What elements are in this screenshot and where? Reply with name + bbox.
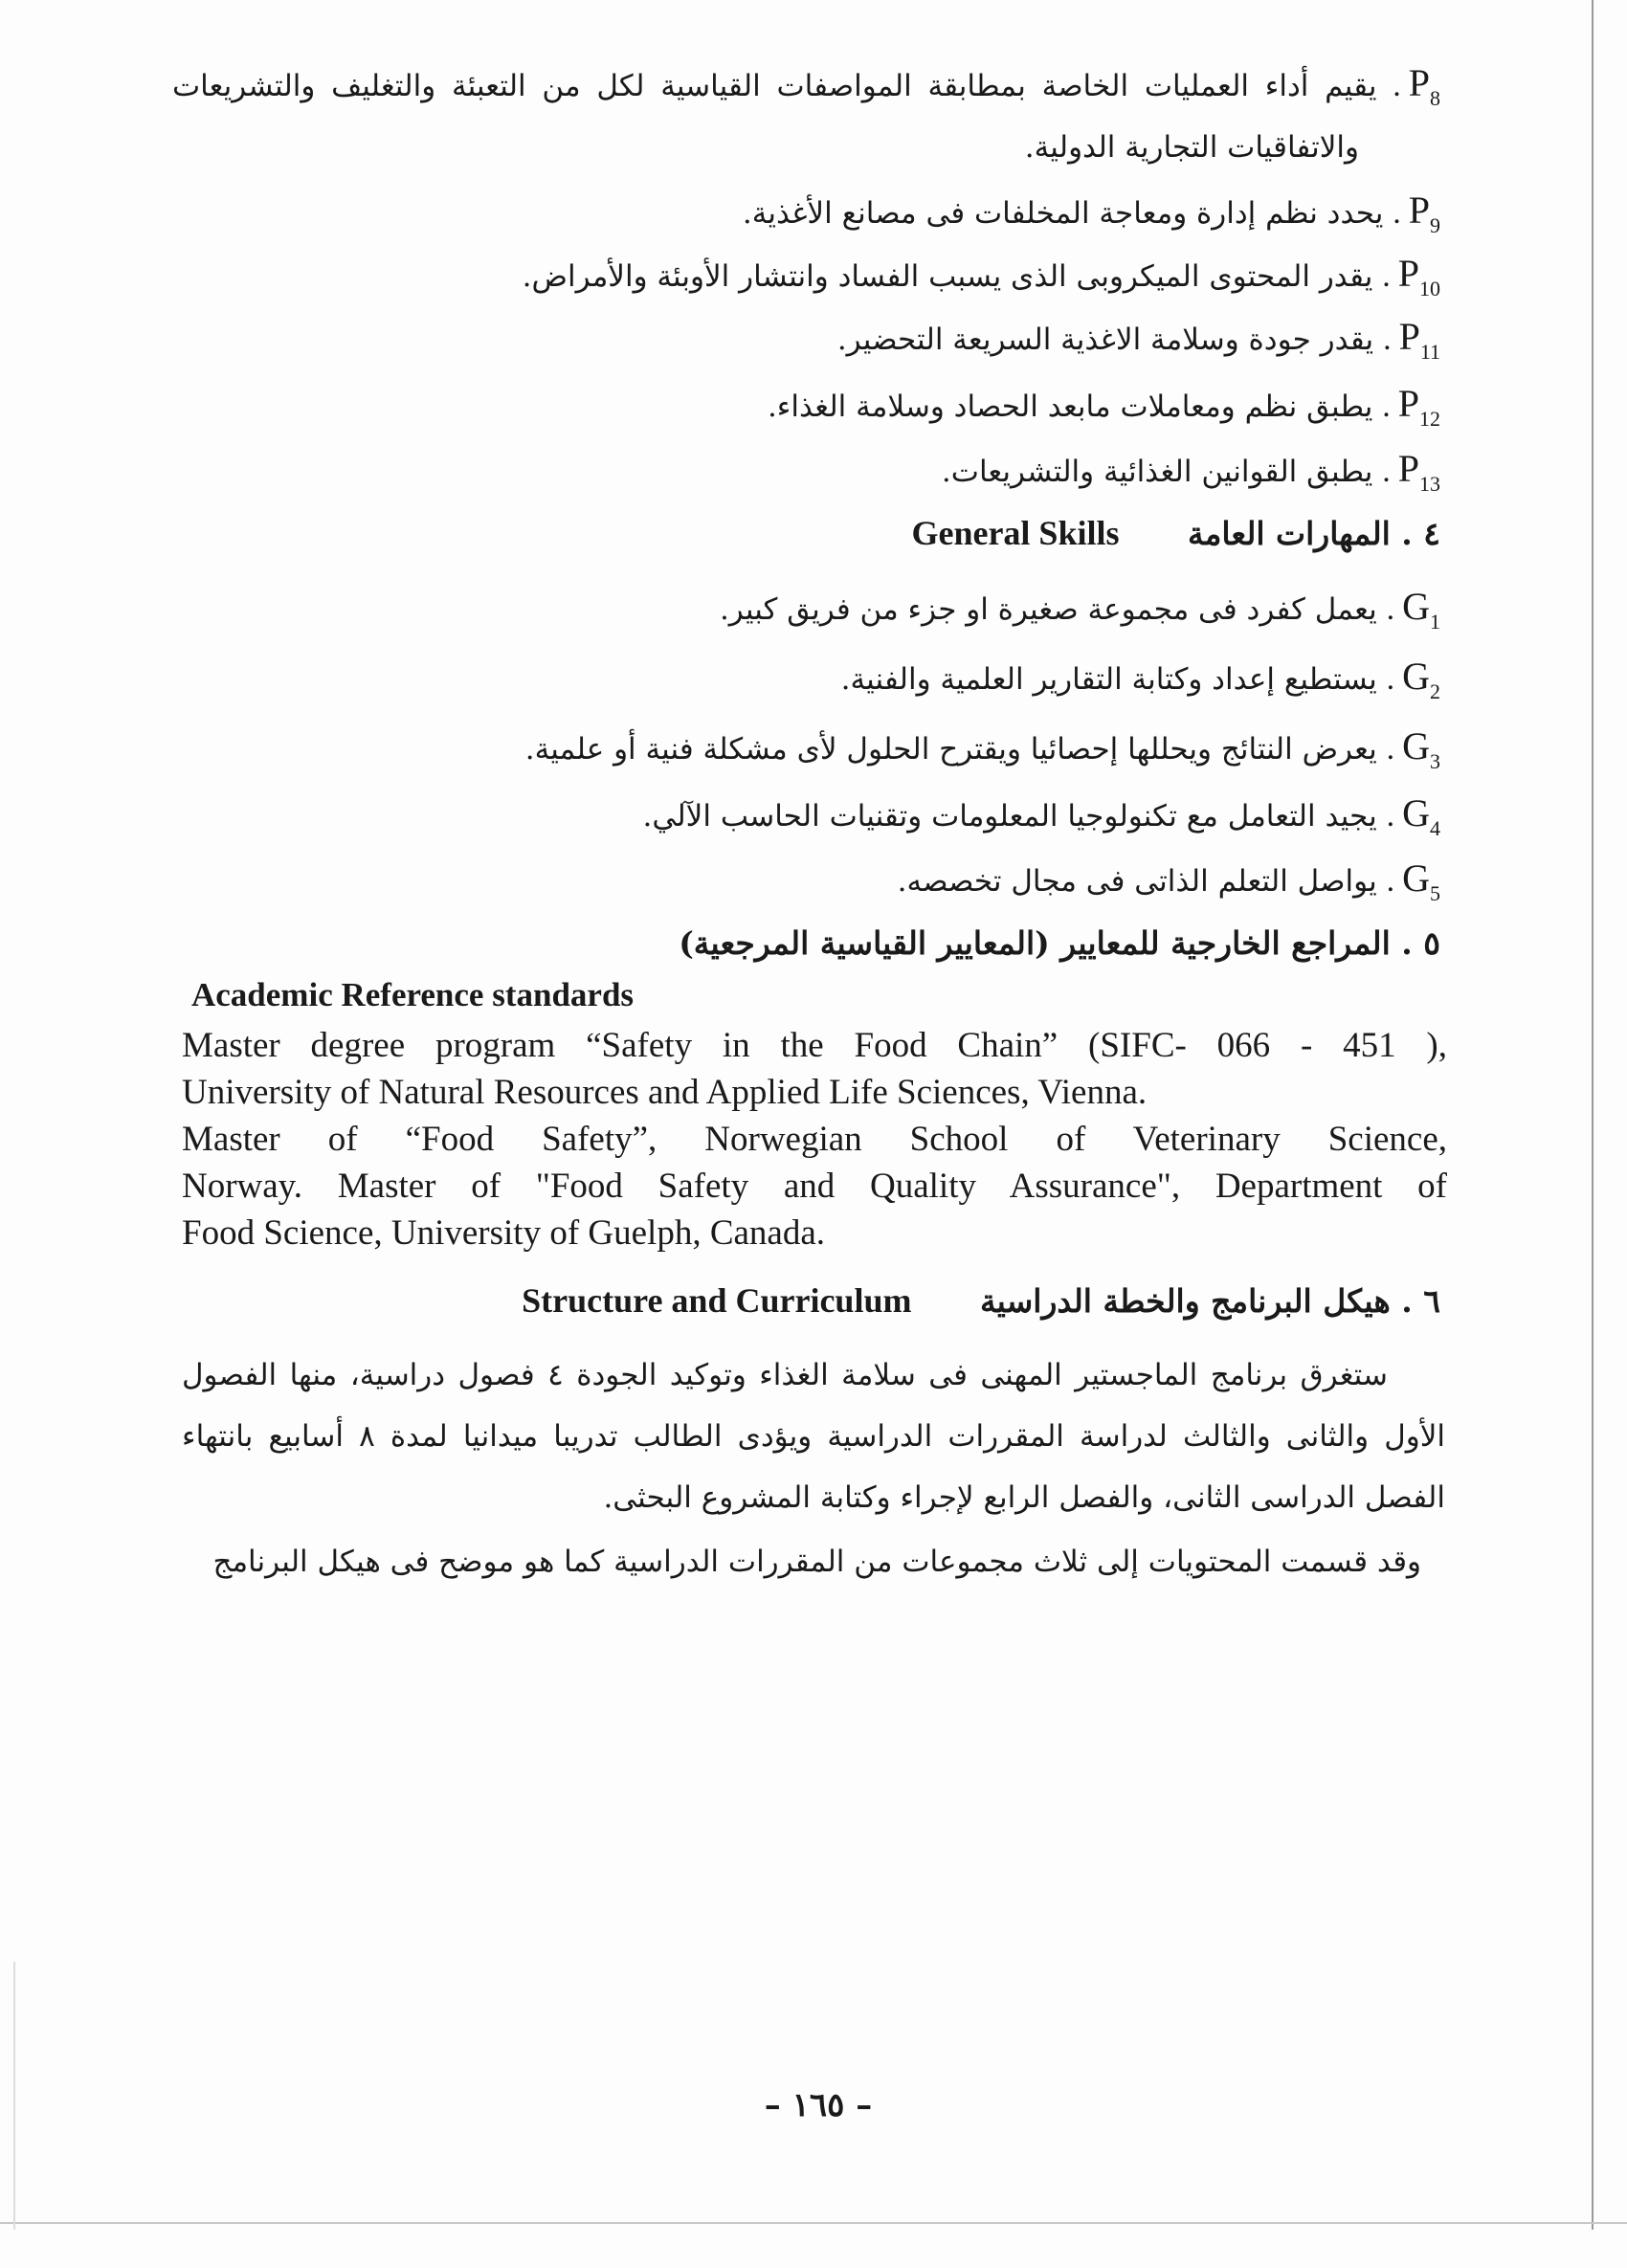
skill-g3: $G_3$. يعرض النتائج ويحللها إحصائيا ويقترح الحلول لأى مشكلة فنية أو علمية.	[524, 724, 1440, 773]
reference-line: Food Science, University of Guelph, Canada.	[182, 1213, 826, 1253]
skill-text: يواصل التعلم الذاتى فى مجال تخصصه.	[897, 864, 1377, 899]
academic-reference-title: Academic Reference standards	[191, 976, 635, 1013]
skill-p8-continuation: والاتفاقيات التجارية الدولية.	[1024, 130, 1359, 165]
scan-edge-line	[1592, 0, 1594, 2230]
structure-paragraph-2	[196, 1541, 1421, 1583]
academic-reference-body	[182, 1022, 1447, 1256]
skill-p8: $P_8$. يقيم أداء العمليات الخاصة بمطابقة المواصفات القياسية لكل من التعبئة والتغليف والتشريعات	[172, 61, 1441, 110]
skill-text: يقدر جودة وسلامة الاغذية السريعة التحضير.	[836, 322, 1374, 357]
section-6-heading: ٦ . هيكل البرنامج والخطة الدراسية Structure and Curriculum	[522, 1281, 1440, 1320]
skill-g1: $G_1$. يعمل كفرد فى مجموعة صغيرة او جزء من فريق كبير.	[719, 585, 1440, 634]
scan-bottom-line	[0, 2222, 1627, 2224]
section-5-heading: ٥ . المراجع الخارجية للمعايير (المعايير القياسية المرجعية)	[679, 924, 1440, 962]
skill-p13: $P_{13}$. يطبق القوانين الغذائية والتشريعات.	[941, 447, 1440, 496]
skill-p11: $P_{11}$. يقدر جودة وسلامة الاغذية السريعة التحضير.	[836, 315, 1440, 364]
structure-paragraph	[182, 1345, 1445, 1528]
skill-code: $P_8$	[1408, 61, 1441, 110]
skill-text: يقيم أداء العمليات الخاصة بمطابقة المواصفات القياسية لكل من التعبئة والتغليف والتشريعات	[172, 69, 1377, 103]
paragraph-line: وقد قسمت المحتويات إلى ثلاث مجموعات من المقررات الدراسية كما هو موضح فى هيكل البرنامج	[212, 1545, 1421, 1579]
scan-left-mark	[13, 1962, 15, 2230]
skill-g4: $G_4$. يجيد التعامل مع تكنولوجيا المعلومات وتقنيات الحاسب الآلي.	[642, 791, 1440, 840]
skill-text: يجيد التعامل مع تكنولوجيا المعلومات وتقنيات الحاسب الآلي.	[642, 799, 1377, 834]
skill-text: يطبق نظم ومعاملات مابعد الحصاد وسلامة الغذاء.	[767, 389, 1373, 424]
skill-p12: $P_{12}$. يطبق نظم ومعاملات مابعد الحصاد وسلامة الغذاء.	[767, 382, 1440, 431]
skill-text: يستطيع إعداد وكتابة التقارير العلمية والفنية.	[840, 662, 1377, 697]
paragraph-line: الأول والثانى والثالث لدراسة المقررات الدراسية ويؤدى الطالب تدريبا ميدانيا لمدة ٨ أسابيع بانتهاء	[182, 1419, 1445, 1454]
paragraph-line: ستغرق برنامج الماجستير المهنى فى سلامة الغذاء وتوكيد الجودة ٤ فصول دراسية، منها الفصول	[182, 1358, 1388, 1392]
paragraph-line: الفصل الدراسى الثانى، والفصل الرابع لإجراء وكتابة المشروع البحثى.	[603, 1480, 1445, 1515]
skill-p9: $P_9$. يحدد نظم إدارة ومعاجة المخلفات فى مصانع الأغذية.	[742, 189, 1440, 237]
skill-text: يطبق القوانين الغذائية والتشريعات.	[941, 455, 1373, 489]
skill-p10: $P_{10}$. يقدر المحتوى الميكروبى الذى يسبب الفساد وانتشار الأوبئة والأمراض.	[522, 252, 1440, 300]
skill-text: يحدد نظم إدارة ومعاجة المخلفات فى مصانع الأغذية.	[742, 196, 1384, 231]
reference-line: University of Natural Resources and Applied Life Sciences, Vienna.	[182, 1073, 1148, 1112]
reference-line: Master of “Food Safety”, Norwegian School of Veterinary Science,	[182, 1120, 1447, 1159]
page-number: – ١٦٥ –	[764, 2086, 873, 2124]
skill-text: يعمل كفرد فى مجموعة صغيرة او جزء من فريق كبير.	[719, 592, 1377, 627]
skill-g2: $G_2$. يستطيع إعداد وكتابة التقارير العلمية والفنية.	[840, 655, 1440, 703]
skill-g5: $G_5$. يواصل التعلم الذاتى فى مجال تخصصه.	[897, 856, 1440, 905]
skill-text: يعرض النتائج ويحللها إحصائيا ويقترح الحلول لأى مشكلة فنية أو علمية.	[524, 732, 1377, 767]
reference-line: Norway. Master of "Food Safety and Quality Assurance", Department of	[182, 1167, 1447, 1206]
section-4-heading: ٤ . المهارات العامة General Skills	[911, 514, 1440, 552]
skill-text: يقدر المحتوى الميكروبى الذى يسبب الفساد وانتشار الأوبئة والأمراض.	[522, 259, 1373, 294]
reference-line: Master degree program “Safety in the Food Chain” (SIFC- 066 - 451 ),	[182, 1026, 1447, 1065]
